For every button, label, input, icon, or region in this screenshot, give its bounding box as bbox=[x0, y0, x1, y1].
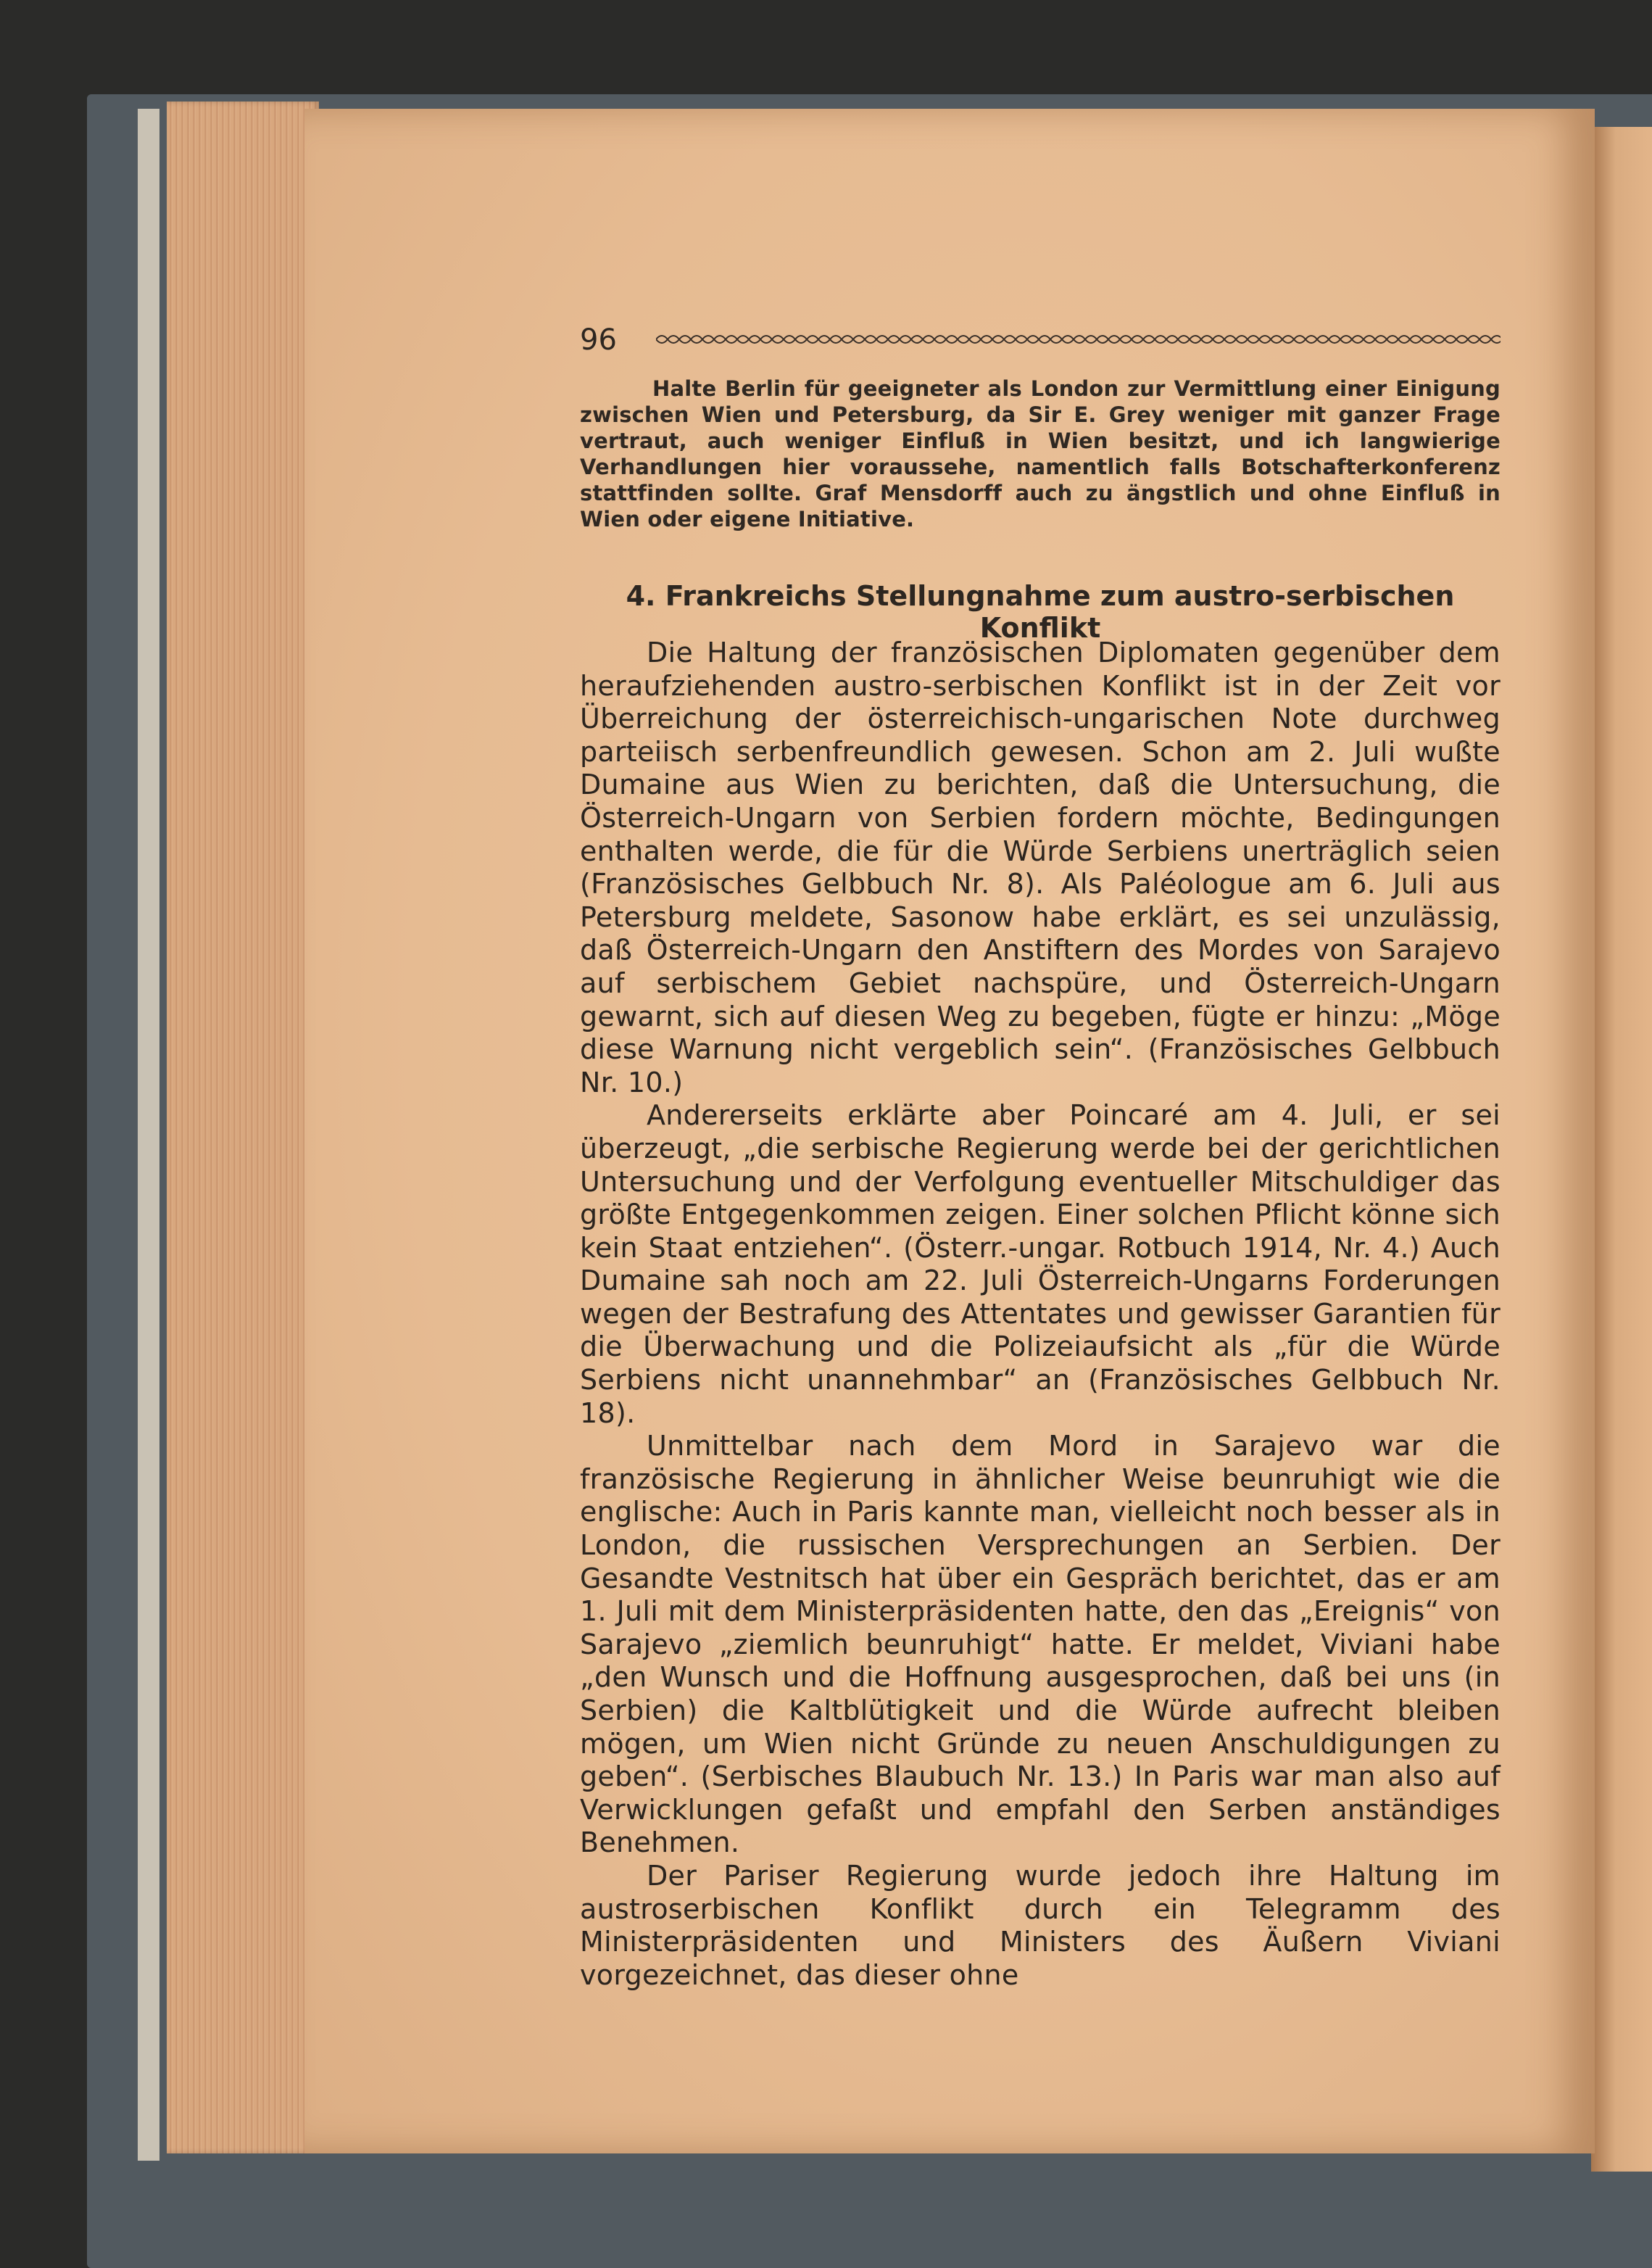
paragraph-4: Der Pariser Regierung wurde jedoch ihre Haltung im austroserbischen Konflikt durch ein Telegramm des Ministerpräsidenten und Ministers des Äußern Viviani vorgezeichnet, das dieser ohne bbox=[580, 1859, 1501, 1991]
ornament-rule bbox=[656, 331, 1501, 348]
section-heading: 4. Frankreichs Stellungnahme zum austro-serbischen Konflikt bbox=[626, 580, 1455, 644]
page-stack-edges bbox=[167, 102, 319, 2153]
paragraph-1: Die Haltung der französischen Diplomaten gegenüber dem heraufziehenden austro-serbischen Konflikt ist in der Zeit vor Überreichung der österreichisch-ungarischen Note durchweg parteiisch serbenfreundlich gewesen. Schon am 2. Juli wußte Dumaine aus Wien zu berichten, daß die Untersuchung, die Österreich-Ungarn von Serbien fordern möchte, Bedingungen enthalten werde, die für die Würde Serbiens unerträglich seien (Französisches Gelbbuch Nr. 8). Als Paléologue am 6. Juli aus Petersburg meldete, Sasonow habe erklärt, es sei unzulässig, daß Österreich-Ungarn den Anstiftern des Mordes von Sarajevo auf serbischem Gebiet nachspüre, und Österreich-Ungarn gewarnt, sich auf diesen Weg zu begeben, fügte er hinzu: „Möge diese Warnung nicht vergeblich sein“. (Französisches Gelbbuch Nr. 10.) bbox=[580, 637, 1501, 1098]
body-text bbox=[580, 637, 1501, 1992]
page-number: 96 bbox=[580, 323, 617, 357]
facing-page-edge bbox=[1591, 127, 1652, 2172]
paragraph-2: Andererseits erklärte aber Poincaré am 4. Juli, er sei überzeugt, „die serbische Regierung werde bei der gerichtlichen Untersuchung und der Verfolgung eventueller Mitschuldiger das größte Entgegenkommen zeigen. Einer solchen Pflicht könne sich kein Staat entziehen“. (Österr.-ungar. Rotbuch 1914, Nr. 4.) Auch Dumaine sah noch am 22. Juli Österreich-Ungarns Forderungen wegen der Bestrafung des Attentates und gewisser Garantien für die Überwachung und die Polizeiaufsicht als „für die Würde Serbiens nicht unannehmbar“ an (Französisches Gelbbuch Nr. 18). bbox=[580, 1099, 1501, 1429]
page-header bbox=[580, 319, 1501, 363]
telegram-quote bbox=[580, 376, 1501, 532]
quote-paragraph: Halte Berlin für geeigneter als London zur Vermittlung einer Einigung zwischen Wien und Petersburg, da Sir E. Grey weniger mit ganzer Frage vertraut, auch weniger Einfluß in Wien besitzt, und ich langwierige Verhandlungen hier voraussehe, namentlich falls Botschafterkonferenz stattfinden sollte. Graf Mensdorff auch zu ängstlich und ohne Einfluß in Wien oder eigene Initiative. bbox=[580, 376, 1501, 531]
paragraph-3: Unmittelbar nach dem Mord in Sarajevo war die französische Regierung in ähnlicher Weise beunruhigt wie die englische: Auch in Paris kannte man, vielleicht noch besser als in London, die russischen Versprechungen an Serbien. Der Gesandte Vestnitsch hat über ein Gespräch berichtet, das er am 1. Juli mit dem Ministerpräsidenten hatte, den das „Ereignis“ von Sarajevo „ziemlich beunruhigt“ hatte. Er meldet, Viviani habe „den Wunsch und die Hoffnung ausgesprochen, daß bei uns (in Serbien) die Kaltblütigkeit und die Würde aufrecht bleiben mögen, um Wien nicht Gründe zu neuen Anschuldigungen zu geben“. (Serbisches Blaubuch Nr. 13.) In Paris war man also auf Verwicklungen gefaßt und empfahl den Serben anständiges Benehmen. bbox=[580, 1430, 1501, 1859]
cover-edge bbox=[138, 109, 159, 2161]
